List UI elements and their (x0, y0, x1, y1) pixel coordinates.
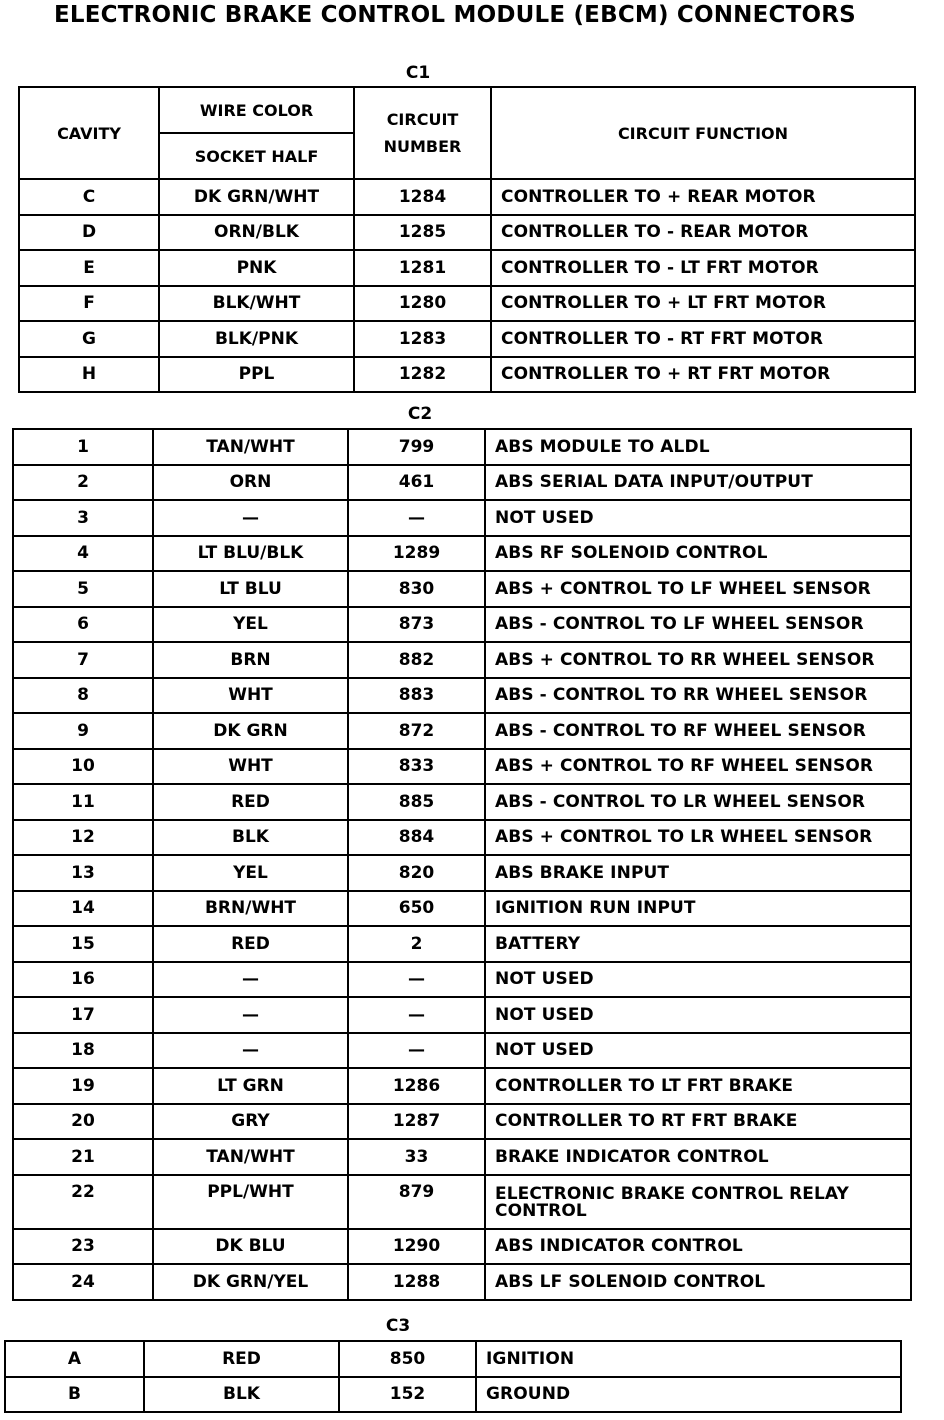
circuit-function-cell: CONTROLLER TO - RT FRT MOTOR (491, 321, 915, 357)
circuit-number-cell: 1286 (348, 1068, 485, 1104)
circuit-function-cell: GROUND (476, 1377, 901, 1413)
circuit-number-cell: 1289 (348, 536, 485, 572)
table-row (5, 1341, 901, 1377)
circuit-number-cell: 799 (348, 429, 485, 465)
cavity-cell: 19 (13, 1068, 153, 1104)
table-row (19, 321, 915, 357)
cavity-cell: 14 (13, 891, 153, 927)
wire-color-cell: — (153, 500, 348, 536)
table-row (13, 678, 911, 714)
cavity-cell: A (5, 1341, 144, 1377)
connector-label-c2: C2 (407, 404, 433, 424)
circuit-function-cell: BATTERY (485, 926, 911, 962)
circuit-number-cell: 872 (348, 713, 485, 749)
wire-color-cell: PNK (159, 250, 354, 286)
wire-color-cell: WHT (153, 678, 348, 714)
cavity-cell: 16 (13, 962, 153, 998)
cavity-cell: E (19, 250, 159, 286)
table-row (13, 855, 911, 891)
circuit-number-cell: — (348, 1033, 485, 1069)
table-row (13, 1229, 911, 1265)
cavity-cell: 5 (13, 571, 153, 607)
connector-label-c3: C3 (385, 1316, 411, 1336)
wire-color-cell: — (153, 997, 348, 1033)
wire-color-cell: LT BLU/BLK (153, 536, 348, 572)
circuit-number-cell: 833 (348, 749, 485, 785)
wire-color-cell: PPL (159, 357, 354, 393)
table-row (13, 500, 911, 536)
wire-color-cell: YEL (153, 855, 348, 891)
wire-color-cell: LT GRN (153, 1068, 348, 1104)
table-row (13, 1139, 911, 1175)
circuit-function-cell: ABS - CONTROL TO LR WHEEL SENSOR (485, 784, 911, 820)
wire-color-cell: YEL (153, 607, 348, 643)
cavity-cell: 11 (13, 784, 153, 820)
circuit-function-cell: ABS - CONTROL TO RR WHEEL SENSOR (485, 678, 911, 714)
cavity-cell: 6 (13, 607, 153, 643)
wire-color-cell: BLK/WHT (159, 286, 354, 322)
cavity-cell: 13 (13, 855, 153, 891)
wire-color-cell: LT BLU (153, 571, 348, 607)
connector-table-c2 (12, 428, 912, 1301)
table-row (19, 357, 915, 393)
wire-color-cell: ORN/BLK (159, 215, 354, 251)
circuit-function-cell: CONTROLLER TO - REAR MOTOR (491, 215, 915, 251)
table-row (13, 891, 911, 927)
circuit-number-cell: 883 (348, 678, 485, 714)
circuit-number-cell: 650 (348, 891, 485, 927)
wire-color-cell: BLK/PNK (159, 321, 354, 357)
circuit-function-cell: BRAKE INDICATOR CONTROL (485, 1139, 911, 1175)
table-row (5, 1377, 901, 1413)
circuit-number-cell: 1284 (354, 179, 491, 215)
cavity-cell: 8 (13, 678, 153, 714)
cavity-cell: 20 (13, 1104, 153, 1140)
wire-color-cell: — (153, 962, 348, 998)
header-socket-half: SOCKET HALF (159, 133, 354, 179)
circuit-function-cell: ABS - CONTROL TO LF WHEEL SENSOR (485, 607, 911, 643)
wire-color-cell: TAN/WHT (153, 429, 348, 465)
circuit-number-cell: — (348, 500, 485, 536)
table-row (13, 1175, 911, 1229)
header-circuit-number (354, 87, 491, 179)
circuit-function-cell: NOT USED (485, 962, 911, 998)
circuit-number-cell: 2 (348, 926, 485, 962)
table-row (13, 713, 911, 749)
table-row (13, 642, 911, 678)
circuit-function-cell: ABS LF SOLENOID CONTROL (485, 1264, 911, 1300)
circuit-function-cell: IGNITION RUN INPUT (485, 891, 911, 927)
connector-table-c1 (18, 86, 916, 393)
circuit-number-cell: 882 (348, 642, 485, 678)
table-row (13, 1264, 911, 1300)
table-row (13, 429, 911, 465)
cavity-cell: 12 (13, 820, 153, 856)
circuit-function-cell: ABS MODULE TO ALDL (485, 429, 911, 465)
circuit-function-cell: ABS RF SOLENOID CONTROL (485, 536, 911, 572)
table-row (19, 215, 915, 251)
circuit-function-cell: ABS BRAKE INPUT (485, 855, 911, 891)
connector-table-c3 (4, 1340, 902, 1413)
cavity-cell: 21 (13, 1139, 153, 1175)
cavity-cell: 17 (13, 997, 153, 1033)
cavity-cell: 24 (13, 1264, 153, 1300)
circuit-number-cell: 1280 (354, 286, 491, 322)
wire-color-cell: BLK (153, 820, 348, 856)
header-circuit-line2: NUMBER (383, 137, 462, 156)
circuit-function-cell: NOT USED (485, 500, 911, 536)
table-row (13, 607, 911, 643)
table-row (13, 536, 911, 572)
circuit-function-cell: ABS + CONTROL TO LF WHEEL SENSOR (485, 571, 911, 607)
circuit-number-cell: 885 (348, 784, 485, 820)
cavity-cell: 10 (13, 749, 153, 785)
cavity-cell: 23 (13, 1229, 153, 1265)
circuit-number-cell: 1285 (354, 215, 491, 251)
circuit-number-cell: — (348, 962, 485, 998)
circuit-function-cell: CONTROLLER TO RT FRT BRAKE (485, 1104, 911, 1140)
cavity-cell: 15 (13, 926, 153, 962)
circuit-function-cell: ABS - CONTROL TO RF WHEEL SENSOR (485, 713, 911, 749)
circuit-function-cell: ABS + CONTROL TO RR WHEEL SENSOR (485, 642, 911, 678)
circuit-function-cell: ABS INDICATOR CONTROL (485, 1229, 911, 1265)
wire-color-cell: RED (144, 1341, 339, 1377)
cavity-cell: 4 (13, 536, 153, 572)
circuit-number-cell: 461 (348, 465, 485, 501)
header-cavity: CAVITY (19, 87, 159, 179)
cavity-cell: C (19, 179, 159, 215)
table-row (19, 179, 915, 215)
table-row (13, 571, 911, 607)
circuit-number-cell: 873 (348, 607, 485, 643)
wire-color-cell: WHT (153, 749, 348, 785)
wire-color-cell: BRN (153, 642, 348, 678)
circuit-number-cell: 879 (348, 1175, 485, 1229)
header-circuit-line1: CIRCUIT (386, 110, 459, 129)
circuit-number-cell: 830 (348, 571, 485, 607)
circuit-function-cell: ELECTRONIC BRAKE CONTROL RELAY CONTROL (485, 1175, 911, 1229)
table-row (19, 286, 915, 322)
circuit-function-cell: IGNITION (476, 1341, 901, 1377)
table-row (13, 997, 911, 1033)
cavity-cell: 2 (13, 465, 153, 501)
wire-color-cell: — (153, 1033, 348, 1069)
header-circuit-function: CIRCUIT FUNCTION (491, 87, 915, 179)
cavity-cell: H (19, 357, 159, 393)
circuit-function-cell: NOT USED (485, 997, 911, 1033)
wire-color-cell: BRN/WHT (153, 891, 348, 927)
circuit-number-cell: 1288 (348, 1264, 485, 1300)
wire-color-cell: TAN/WHT (153, 1139, 348, 1175)
cavity-cell: F (19, 286, 159, 322)
wire-color-cell: DK GRN/WHT (159, 179, 354, 215)
cavity-cell: 22 (13, 1175, 153, 1229)
circuit-number-cell: 1283 (354, 321, 491, 357)
circuit-function-cell: ABS + CONTROL TO LR WHEEL SENSOR (485, 820, 911, 856)
circuit-function-cell: ABS SERIAL DATA INPUT/OUTPUT (485, 465, 911, 501)
page-title: ELECTRONIC BRAKE CONTROL MODULE (EBCM) CONNECTORS (54, 2, 856, 28)
table-row (13, 962, 911, 998)
wire-color-cell: DK GRN (153, 713, 348, 749)
wire-color-cell: RED (153, 926, 348, 962)
table-row (13, 749, 911, 785)
circuit-number-cell: 884 (348, 820, 485, 856)
circuit-number-cell: — (348, 997, 485, 1033)
circuit-number-cell: 1282 (354, 357, 491, 393)
cavity-cell: B (5, 1377, 144, 1413)
circuit-function-cell: CONTROLLER TO + LT FRT MOTOR (491, 286, 915, 322)
circuit-number-cell: 33 (348, 1139, 485, 1175)
circuit-number-cell: 820 (348, 855, 485, 891)
wire-color-cell: RED (153, 784, 348, 820)
wire-color-cell: DK BLU (153, 1229, 348, 1265)
wire-color-cell: GRY (153, 1104, 348, 1140)
wire-color-cell: PPL/WHT (153, 1175, 348, 1229)
table-row (19, 250, 915, 286)
connector-label-c1: C1 (405, 63, 431, 83)
cavity-cell: 3 (13, 500, 153, 536)
wire-color-cell: DK GRN/YEL (153, 1264, 348, 1300)
cavity-cell: D (19, 215, 159, 251)
wire-color-cell: ORN (153, 465, 348, 501)
circuit-function-cell: CONTROLLER TO + RT FRT MOTOR (491, 357, 915, 393)
circuit-function-cell: CONTROLLER TO + REAR MOTOR (491, 179, 915, 215)
circuit-number-cell: 850 (339, 1341, 476, 1377)
table-row (13, 1033, 911, 1069)
cavity-cell: 7 (13, 642, 153, 678)
circuit-function-cell: NOT USED (485, 1033, 911, 1069)
circuit-number-cell: 1290 (348, 1229, 485, 1265)
header-wire-color: WIRE COLOR (159, 87, 354, 133)
circuit-function-cell: ABS + CONTROL TO RF WHEEL SENSOR (485, 749, 911, 785)
table-row (13, 1068, 911, 1104)
table-row (13, 820, 911, 856)
cavity-cell: 18 (13, 1033, 153, 1069)
wire-color-cell: BLK (144, 1377, 339, 1413)
cavity-cell: G (19, 321, 159, 357)
circuit-function-cell: CONTROLLER TO LT FRT BRAKE (485, 1068, 911, 1104)
table-row (13, 1104, 911, 1140)
circuit-number-cell: 152 (339, 1377, 476, 1413)
circuit-number-cell: 1287 (348, 1104, 485, 1140)
cavity-cell: 1 (13, 429, 153, 465)
circuit-function-cell: CONTROLLER TO - LT FRT MOTOR (491, 250, 915, 286)
table-row (13, 784, 911, 820)
cavity-cell: 9 (13, 713, 153, 749)
circuit-number-cell: 1281 (354, 250, 491, 286)
table-row (13, 926, 911, 962)
table-row (13, 465, 911, 501)
